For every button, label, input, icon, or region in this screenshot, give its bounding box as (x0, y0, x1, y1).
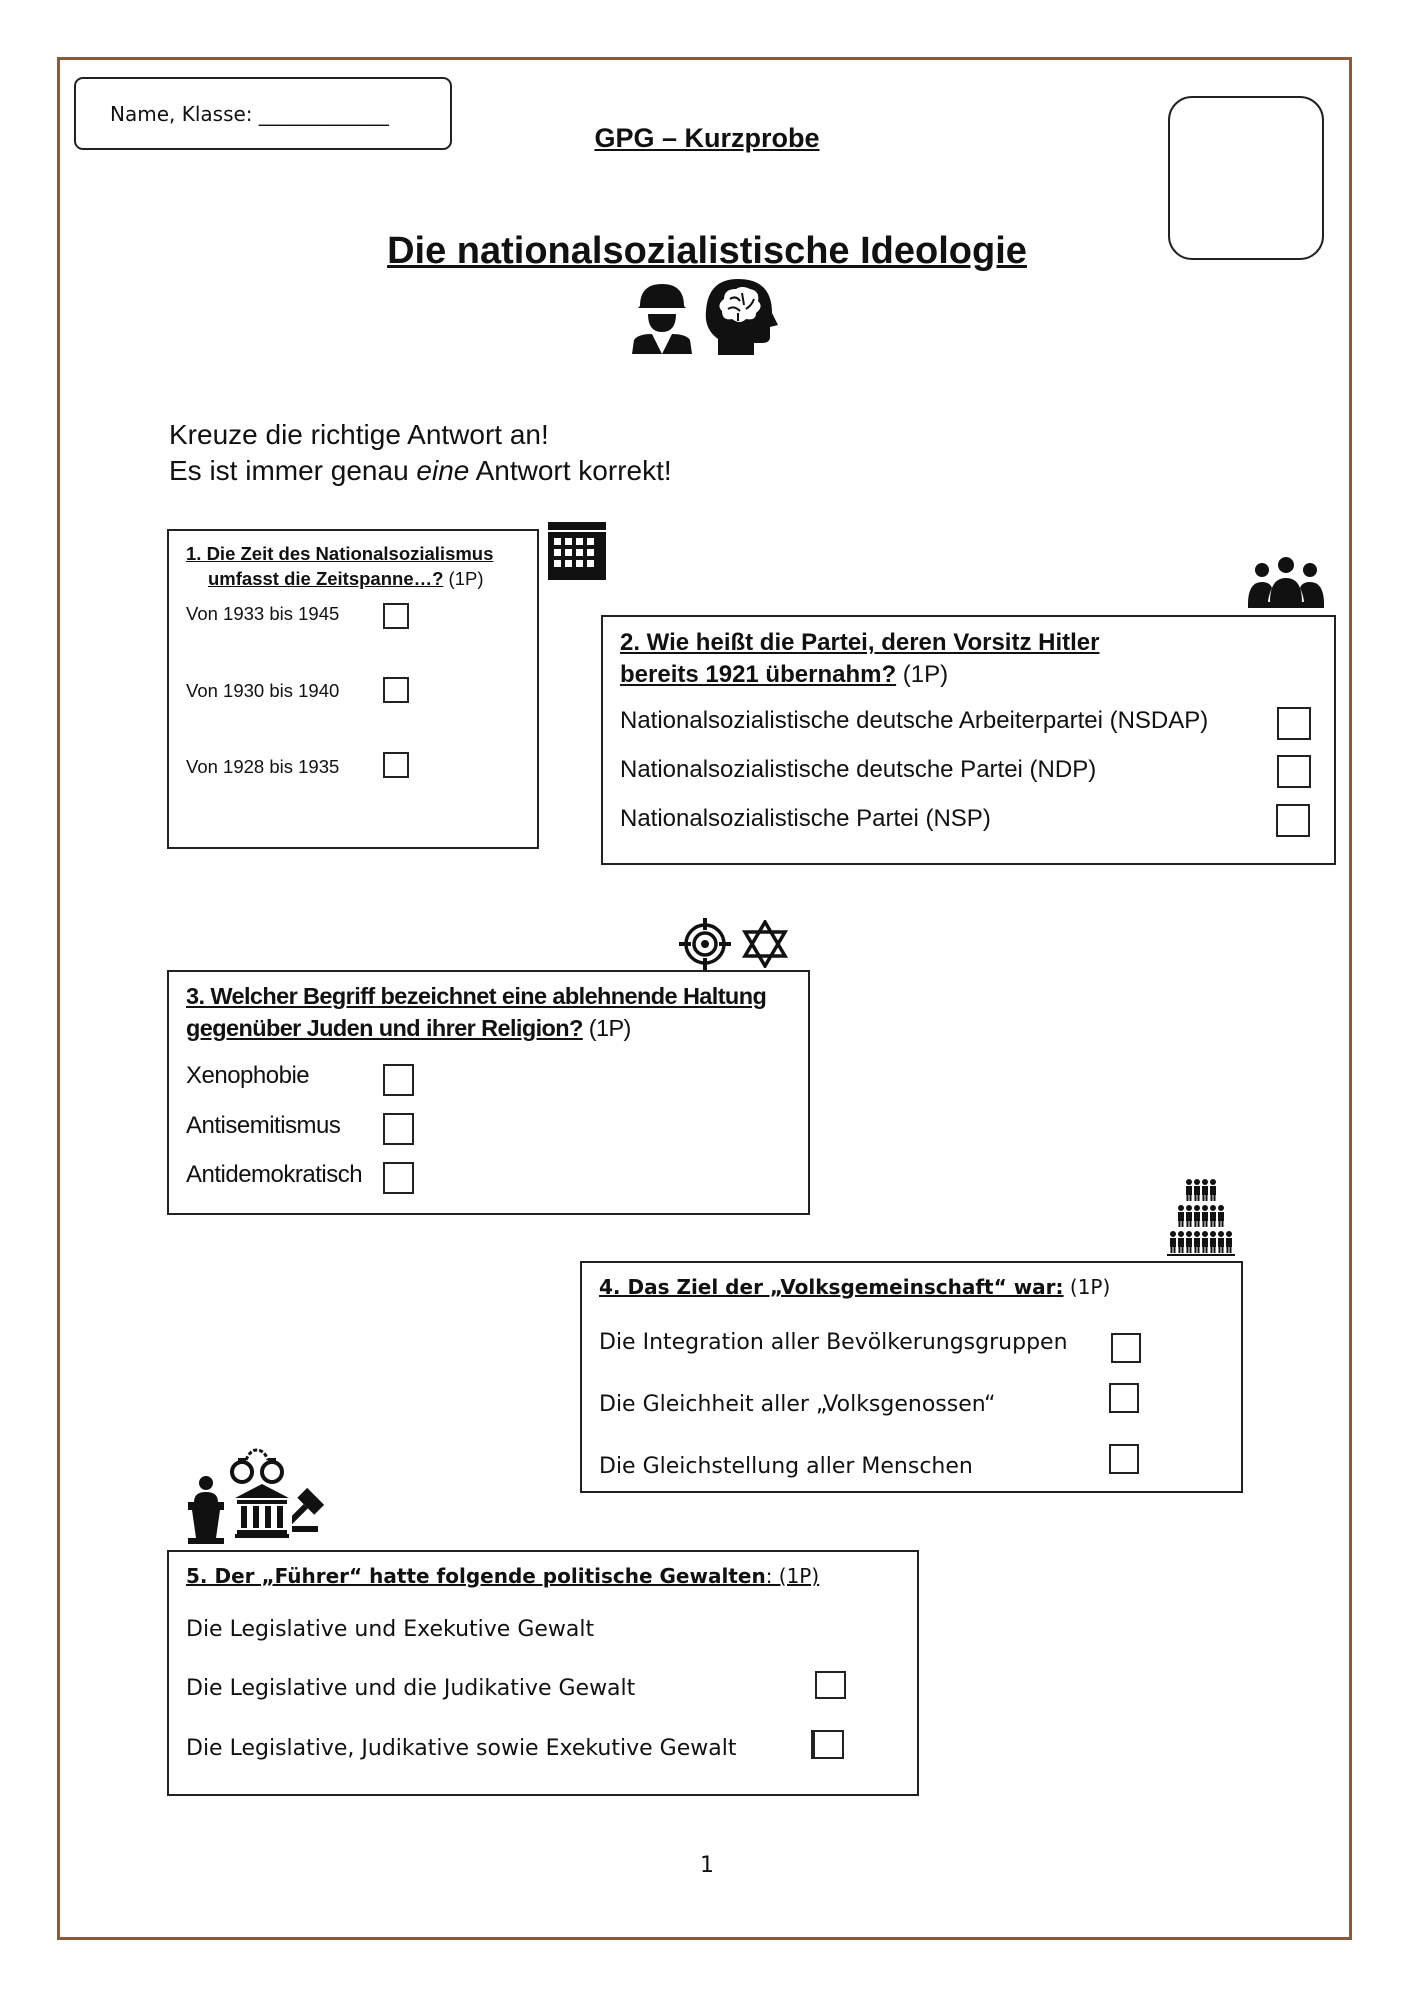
header-title: GPG – Kurzprobe (594, 123, 820, 153)
star-of-david-icon (742, 920, 788, 968)
instruction-text: Antwort korrekt! (469, 455, 672, 486)
question-3-text (186, 980, 766, 1044)
question-1-points: (1P) (448, 568, 484, 589)
question-2-line-2: bereits 1921 übernahm? (620, 661, 897, 688)
instruction-line-1: Kreuze die richtige Antwort an! (169, 419, 549, 450)
question-4-checkbox-2[interactable] (1109, 1383, 1139, 1413)
question-1-line-1: 1. Die Zeit des Nationalsozialismus (186, 543, 494, 564)
question-2-checkbox-3[interactable] (1276, 804, 1310, 837)
question-2-option-2: Nationalsozialistische deutsche Partei (NDP) (620, 756, 1097, 783)
question-1-option-1: Von 1933 bis 1945 (186, 603, 340, 624)
question-1-checkbox-1[interactable] (383, 603, 409, 629)
gavel-icon (292, 1486, 336, 1534)
handcuffs-icon (228, 1446, 286, 1486)
instruction-emphasis: eine (416, 455, 470, 486)
name-class-label: Name, Klasse: _____________ (110, 101, 389, 126)
instruction-line-2 (169, 453, 672, 489)
question-3-line-1: 3. Welcher Begriff bezeichnet eine ablehnende Haltung (186, 983, 767, 1009)
question-4-option-2: Die Gleichheit aller „Volksgenossen“ (599, 1392, 996, 1417)
question-3-checkbox-1[interactable] (383, 1064, 414, 1096)
courthouse-icon (235, 1484, 289, 1538)
page-title: Die nationalsozialistische Ideologie (387, 230, 1027, 272)
question-2-checkbox-2[interactable] (1277, 755, 1311, 788)
question-4-line-1: 4. Das Ziel der „Volksgemeinschaft“ war: (599, 1275, 1064, 1299)
question-3-checkbox-3[interactable] (383, 1162, 414, 1194)
question-1-box (167, 529, 539, 849)
question-3-line-2: gegenüber Juden und ihrer Religion? (186, 1015, 583, 1041)
question-5-text (186, 1564, 819, 1588)
question-4-box (580, 1261, 1243, 1493)
question-5-line-1: 5. Der „Führer“ hatte folgende politische Gewalten (186, 1564, 766, 1588)
brain-head-icon (702, 277, 778, 355)
question-1-text (186, 541, 493, 591)
question-5-option-3: Die Legislative, Judikative sowie Exekutive Gewalt (186, 1736, 737, 1761)
question-1-checkbox-2[interactable] (383, 677, 409, 703)
question-2-option-3: Nationalsozialistische Partei (NSP) (620, 805, 991, 832)
podium-speaker-icon (186, 1476, 226, 1544)
question-4-points: (1P) (1069, 1275, 1111, 1299)
question-5-box (167, 1550, 919, 1796)
question-3-points: (1P) (588, 1015, 631, 1041)
question-4-option-3: Die Gleichstellung aller Menschen (599, 1454, 973, 1479)
question-3-option-1: Xenophobie (186, 1062, 310, 1089)
question-3-checkbox-2[interactable] (383, 1113, 414, 1145)
question-4-checkbox-3[interactable] (1109, 1444, 1139, 1474)
question-1-checkbox-3[interactable] (383, 752, 409, 778)
question-1-option-3: Von 1928 bis 1935 (186, 756, 340, 777)
question-5-option-1: Die Legislative und Exekutive Gewalt (186, 1617, 595, 1642)
group-icon (1248, 556, 1324, 608)
question-2-points: (1P) (902, 661, 949, 688)
question-2-text (620, 627, 1099, 691)
question-4-checkbox-1[interactable] (1111, 1333, 1141, 1363)
crowd-pyramid-icon (1167, 1178, 1235, 1256)
calendar-icon (546, 520, 608, 582)
question-3-box (167, 970, 810, 1215)
question-2-option-1: Nationalsozialistische deutsche Arbeiterpartei (NSDAP) (620, 707, 1209, 734)
question-3-option-3: Antidemokratisch (186, 1161, 363, 1188)
question-4-text (599, 1275, 1110, 1299)
question-4-option-1: Die Integration aller Bevölkerungsgruppen (599, 1330, 1068, 1355)
question-5-option-2: Die Legislative und die Judikative Gewalt (186, 1676, 636, 1701)
target-icon (679, 918, 731, 970)
instruction-text: Es ist immer genau (169, 455, 417, 486)
instructions (169, 417, 672, 489)
question-1-option-2: Von 1930 bis 1940 (186, 680, 340, 701)
question-2-line-1: 2. Wie heißt die Partei, deren Vorsitz Hitler (620, 629, 1100, 656)
page-number: 1 (700, 1853, 714, 1878)
question-3-option-2: Antisemitismus (186, 1112, 341, 1139)
question-2-checkbox-1[interactable] (1277, 707, 1311, 740)
question-2-box (601, 615, 1336, 865)
question-1-line-2: umfasst die Zeitspanne…? (208, 568, 444, 589)
soldier-icon (628, 278, 696, 354)
question-5-checkbox-3[interactable] (811, 1730, 844, 1759)
question-5-points: : (1P) (765, 1564, 820, 1588)
question-5-checkbox-2[interactable] (815, 1671, 846, 1699)
